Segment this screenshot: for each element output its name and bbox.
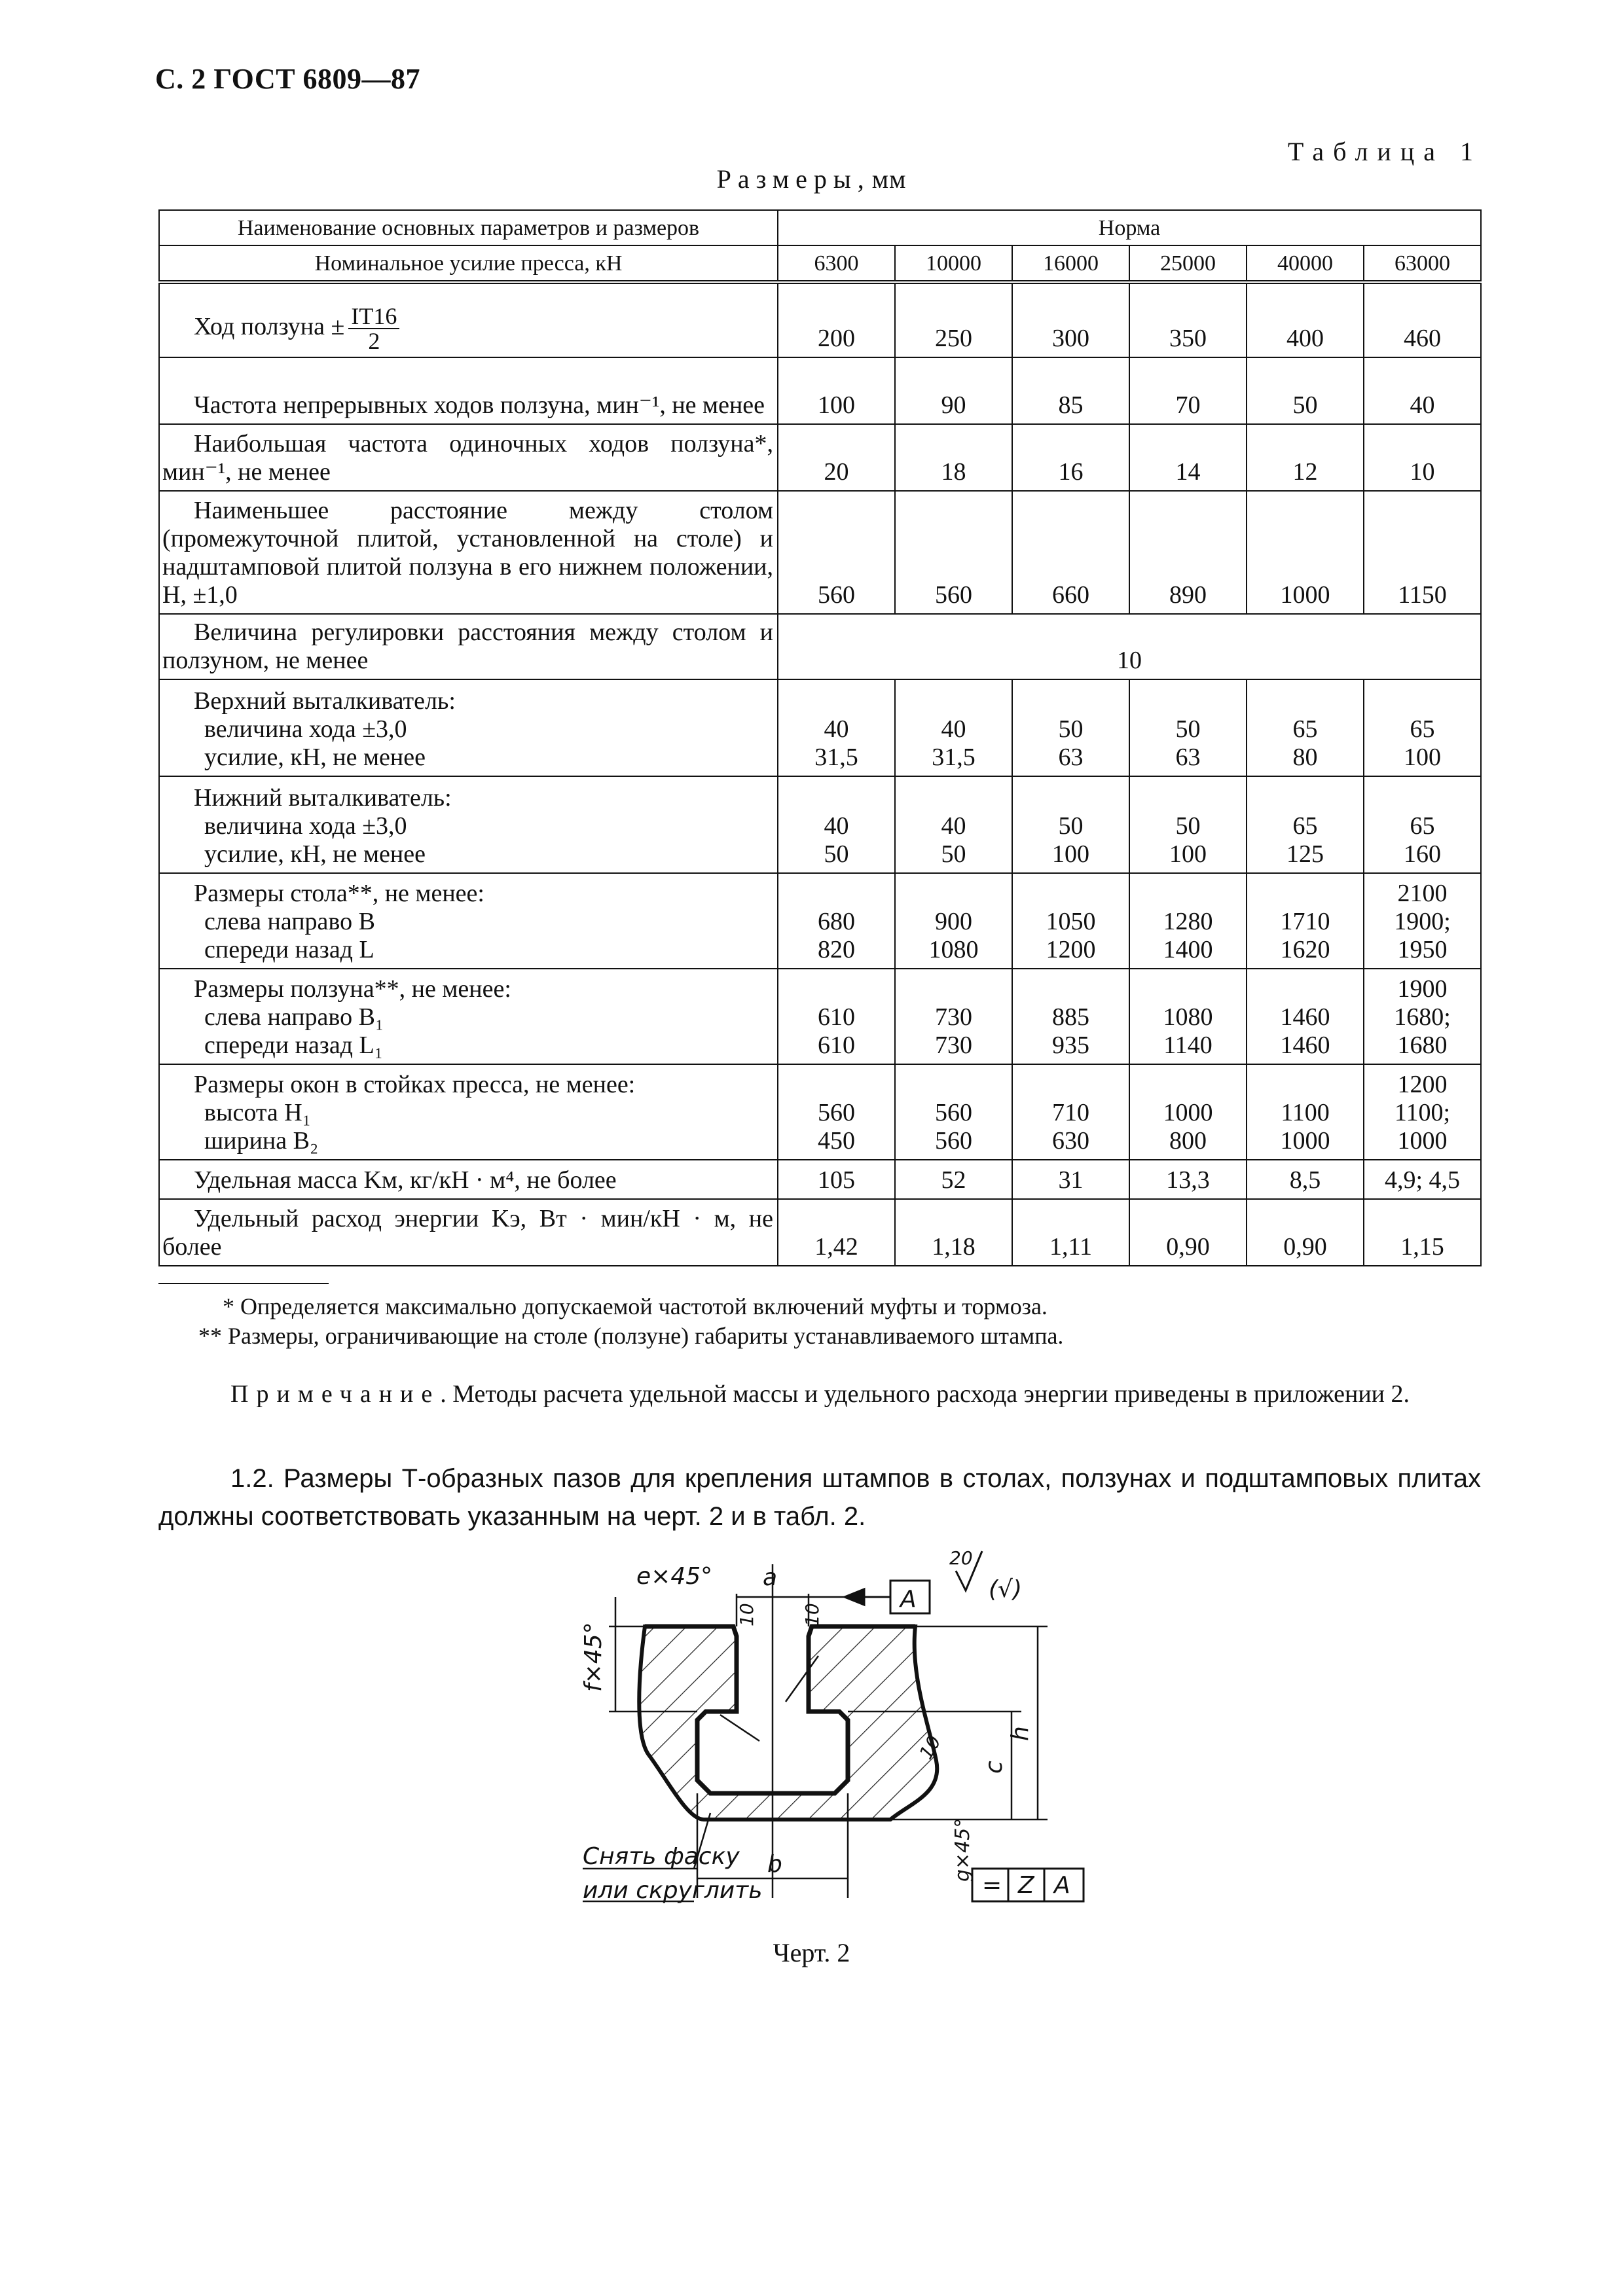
value-cell: 12 xyxy=(1247,424,1364,491)
value-cell: 14 xyxy=(1129,424,1247,491)
footnote-2: ** Размеры, ограничивающие на столе (ползуне) габариты устанавливаемого штампа. xyxy=(198,1323,1064,1349)
force-cell: 25000 xyxy=(1129,245,1247,282)
force-cell: 40000 xyxy=(1247,245,1364,282)
value-cell: 610 610 xyxy=(778,969,895,1064)
footnote-1: * Определяется максимально допускаемой частотой включений муфты и тормоза. xyxy=(223,1293,1048,1319)
value-cell: 1,15 xyxy=(1364,1199,1481,1266)
value-cell: 1000 xyxy=(1247,491,1364,614)
value-cell: 8,5 xyxy=(1247,1160,1364,1199)
value-cell: 105 xyxy=(778,1160,895,1199)
label-ten-c: 10 xyxy=(915,1732,945,1763)
units-caption: Размеры, мм xyxy=(716,164,907,194)
value-cell: 40 31,5 xyxy=(895,679,1012,776)
value-cell: 1080 1140 xyxy=(1129,969,1247,1064)
param-cell: Удельный расход энергии Kэ, Вт · мин/кН · м, не более xyxy=(159,1199,778,1266)
value-cell: 1200 1100; 1000 xyxy=(1364,1064,1481,1160)
param-header: Наименование основных параметров и размеров xyxy=(159,210,778,245)
param-cell: Размеры окон в стойках пресса, не менее: высота H₁ ширина B₂ xyxy=(159,1064,778,1160)
label-a-ref: A xyxy=(1054,1872,1070,1899)
label-z: Z xyxy=(1018,1872,1034,1899)
value-cell: 50 xyxy=(1247,357,1364,424)
value-cell: 0,90 xyxy=(1247,1199,1364,1266)
value-cell: 18 xyxy=(895,424,1012,491)
value-cell: 730 730 xyxy=(895,969,1012,1064)
value-cell: 65 80 xyxy=(1247,679,1364,776)
value-cell: 65 160 xyxy=(1364,776,1481,873)
paragraph-1-2: 1.2. Размеры Т-образных пазов для крепления штампов в столах, ползунах и подштамповых плитах должны соответствовать указанным на черт. 2 и в табл. 2. xyxy=(158,1464,1481,1531)
force-row xyxy=(159,245,1481,282)
table-row-slide-size xyxy=(159,969,1481,1064)
value-cell: 1000 800 xyxy=(1129,1064,1247,1160)
tolerance-fraction: $\frac{IT16}{2}$ xyxy=(348,304,399,353)
table-row-table-size xyxy=(159,873,1481,969)
param-cell: Частота непрерывных ходов ползуна, мин⁻¹, не менее xyxy=(159,357,778,424)
value-cell: 560 560 xyxy=(895,1064,1012,1160)
table-row-stroke xyxy=(159,282,1481,357)
table-row-upper-ejector xyxy=(159,679,1481,776)
label-dim-h: h xyxy=(1007,1726,1034,1741)
value-cell: 10 xyxy=(778,614,1481,679)
param-cell: Наибольшая частота одиночных ходов ползуна*, мин⁻¹, не менее xyxy=(159,424,778,491)
param-cell: Нижний выталкиватель: величина хода ±3,0 усилие, кН, не менее xyxy=(159,776,778,873)
table-row-adjust xyxy=(159,614,1481,679)
t-slot-drawing xyxy=(484,1545,1178,1911)
force-cell: 16000 xyxy=(1012,245,1129,282)
value-cell: 100 xyxy=(778,357,895,424)
table-label: Таблица 1 xyxy=(1287,137,1482,166)
value-cell: 70 xyxy=(1129,357,1247,424)
value-cell: 400 xyxy=(1247,282,1364,357)
value-cell: 560 xyxy=(778,491,895,614)
label-ten-right: 10 xyxy=(801,1603,823,1626)
value-cell: 90 xyxy=(895,357,1012,424)
value-cell: 50 63 xyxy=(1012,679,1129,776)
table-row-spec-energy xyxy=(159,1199,1481,1266)
value-cell: 885 935 xyxy=(1012,969,1129,1064)
value-cell: 560 xyxy=(895,491,1012,614)
value-cell: 300 xyxy=(1012,282,1129,357)
value-cell: 52 xyxy=(895,1160,1012,1199)
value-cell: 710 630 xyxy=(1012,1064,1129,1160)
label-dim-a: a xyxy=(763,1564,778,1591)
table-row-cont-freq xyxy=(159,357,1481,424)
param-cell: Ход ползуна ± $\frac{IT16}{2}$ xyxy=(159,282,778,357)
label-note2: или скруглить xyxy=(583,1877,763,1904)
param-cell: Наименьшее расстояние между столом (промежуточной плитой, установленной на столе) и надштамповой плитой ползуна в его нижнем положении, H, ±1,0 xyxy=(159,491,778,614)
label-f45: f×45° xyxy=(580,1622,607,1692)
note-text: . Методы расчета удельной массы и удельного расхода энергии приведены в приложении 2. xyxy=(440,1380,1410,1408)
param-cell: Удельная масса Kм, кг/кН · м⁴, не более xyxy=(159,1160,778,1199)
value-cell: 65 100 xyxy=(1364,679,1481,776)
value-cell: 50 63 xyxy=(1129,679,1247,776)
value-cell: 680 820 xyxy=(778,873,895,969)
value-cell: 200 xyxy=(778,282,895,357)
value-cell: 2100 1900; 1950 xyxy=(1364,873,1481,969)
label-ten-left: 10 xyxy=(736,1603,757,1626)
value-cell: 65 125 xyxy=(1247,776,1364,873)
value-cell: 0,90 xyxy=(1129,1199,1247,1266)
param-cell: Размеры ползуна**, не менее: слева направо B₁ спереди назад L₁ xyxy=(159,969,778,1064)
value-cell: 1,11 xyxy=(1012,1199,1129,1266)
table-row-single-freq xyxy=(159,424,1481,491)
value-cell: 40 50 xyxy=(895,776,1012,873)
page-header: С. 2 ГОСТ 6809—87 xyxy=(155,63,421,95)
value-cell: 40 31,5 xyxy=(778,679,895,776)
value-cell: 13,3 xyxy=(1129,1160,1247,1199)
value-cell: 1150 xyxy=(1364,491,1481,614)
value-cell: 50 100 xyxy=(1012,776,1129,873)
value-cell: 250 xyxy=(895,282,1012,357)
label-dim-c: c xyxy=(981,1761,1008,1774)
value-cell: 350 xyxy=(1129,282,1247,357)
label-roughness: 20 xyxy=(949,1547,973,1569)
value-cell: 1,42 xyxy=(778,1199,895,1266)
value-cell: 85 xyxy=(1012,357,1129,424)
parameters-table xyxy=(158,209,1482,1266)
value-cell: 1050 1200 xyxy=(1012,873,1129,969)
label-g45: g×45° xyxy=(951,1818,974,1882)
norm-header: Норма xyxy=(778,210,1481,245)
value-cell: 20 xyxy=(778,424,895,491)
value-cell: 660 xyxy=(1012,491,1129,614)
table-row-window-size xyxy=(159,1064,1481,1160)
value-cell: 40 xyxy=(1364,357,1481,424)
figure-caption: Черт. 2 xyxy=(773,1938,850,1967)
param-cell: Размеры стола**, не менее: слева направо B спереди назад L xyxy=(159,873,778,969)
section-body xyxy=(639,1626,937,1820)
label-datum-a: A xyxy=(900,1586,917,1613)
value-cell: 31 xyxy=(1012,1160,1129,1199)
label-roughness-paren: (√) xyxy=(989,1576,1023,1603)
value-cell: 1,18 xyxy=(895,1199,1012,1266)
value-cell: 560 450 xyxy=(778,1064,895,1160)
note-label: Примечание xyxy=(230,1380,441,1408)
value-cell: 460 xyxy=(1364,282,1481,357)
value-cell: 1710 1620 xyxy=(1247,873,1364,969)
force-cell: 10000 xyxy=(895,245,1012,282)
value-cell: 50 100 xyxy=(1129,776,1247,873)
table-row-min-distance xyxy=(159,491,1481,614)
value-cell: 40 50 xyxy=(778,776,895,873)
value-cell: 10 xyxy=(1364,424,1481,491)
footnote-rule xyxy=(158,1283,329,1284)
value-cell: 16 xyxy=(1012,424,1129,491)
label-chamfer-e: e×45° xyxy=(636,1563,713,1590)
force-cell: 6300 xyxy=(778,245,895,282)
note xyxy=(158,1378,1481,1410)
label-dim-b: b xyxy=(767,1851,782,1878)
param-cell: Верхний выталкиватель: величина хода ±3,0 усилие, кН, не менее xyxy=(159,679,778,776)
value-cell: 900 1080 xyxy=(895,873,1012,969)
value-cell: 4,9; 4,5 xyxy=(1364,1160,1481,1199)
value-cell: 1460 1460 xyxy=(1247,969,1364,1064)
table-row-spec-mass xyxy=(159,1160,1481,1199)
value-cell: 890 xyxy=(1129,491,1247,614)
force-cell: 63000 xyxy=(1364,245,1481,282)
value-cell: 1100 1000 xyxy=(1247,1064,1364,1160)
force-label: Номинальное усилие пресса, кН xyxy=(159,245,778,282)
label-note1: Снять фаску xyxy=(583,1843,740,1870)
table-row-lower-ejector xyxy=(159,776,1481,873)
label-symmetry: = xyxy=(982,1872,1002,1899)
param-cell: Величина регулировки расстояния между столом и ползуном, не менее xyxy=(159,614,778,679)
value-cell: 1900 1680; 1680 xyxy=(1364,969,1481,1064)
value-cell: 1280 1400 xyxy=(1129,873,1247,969)
